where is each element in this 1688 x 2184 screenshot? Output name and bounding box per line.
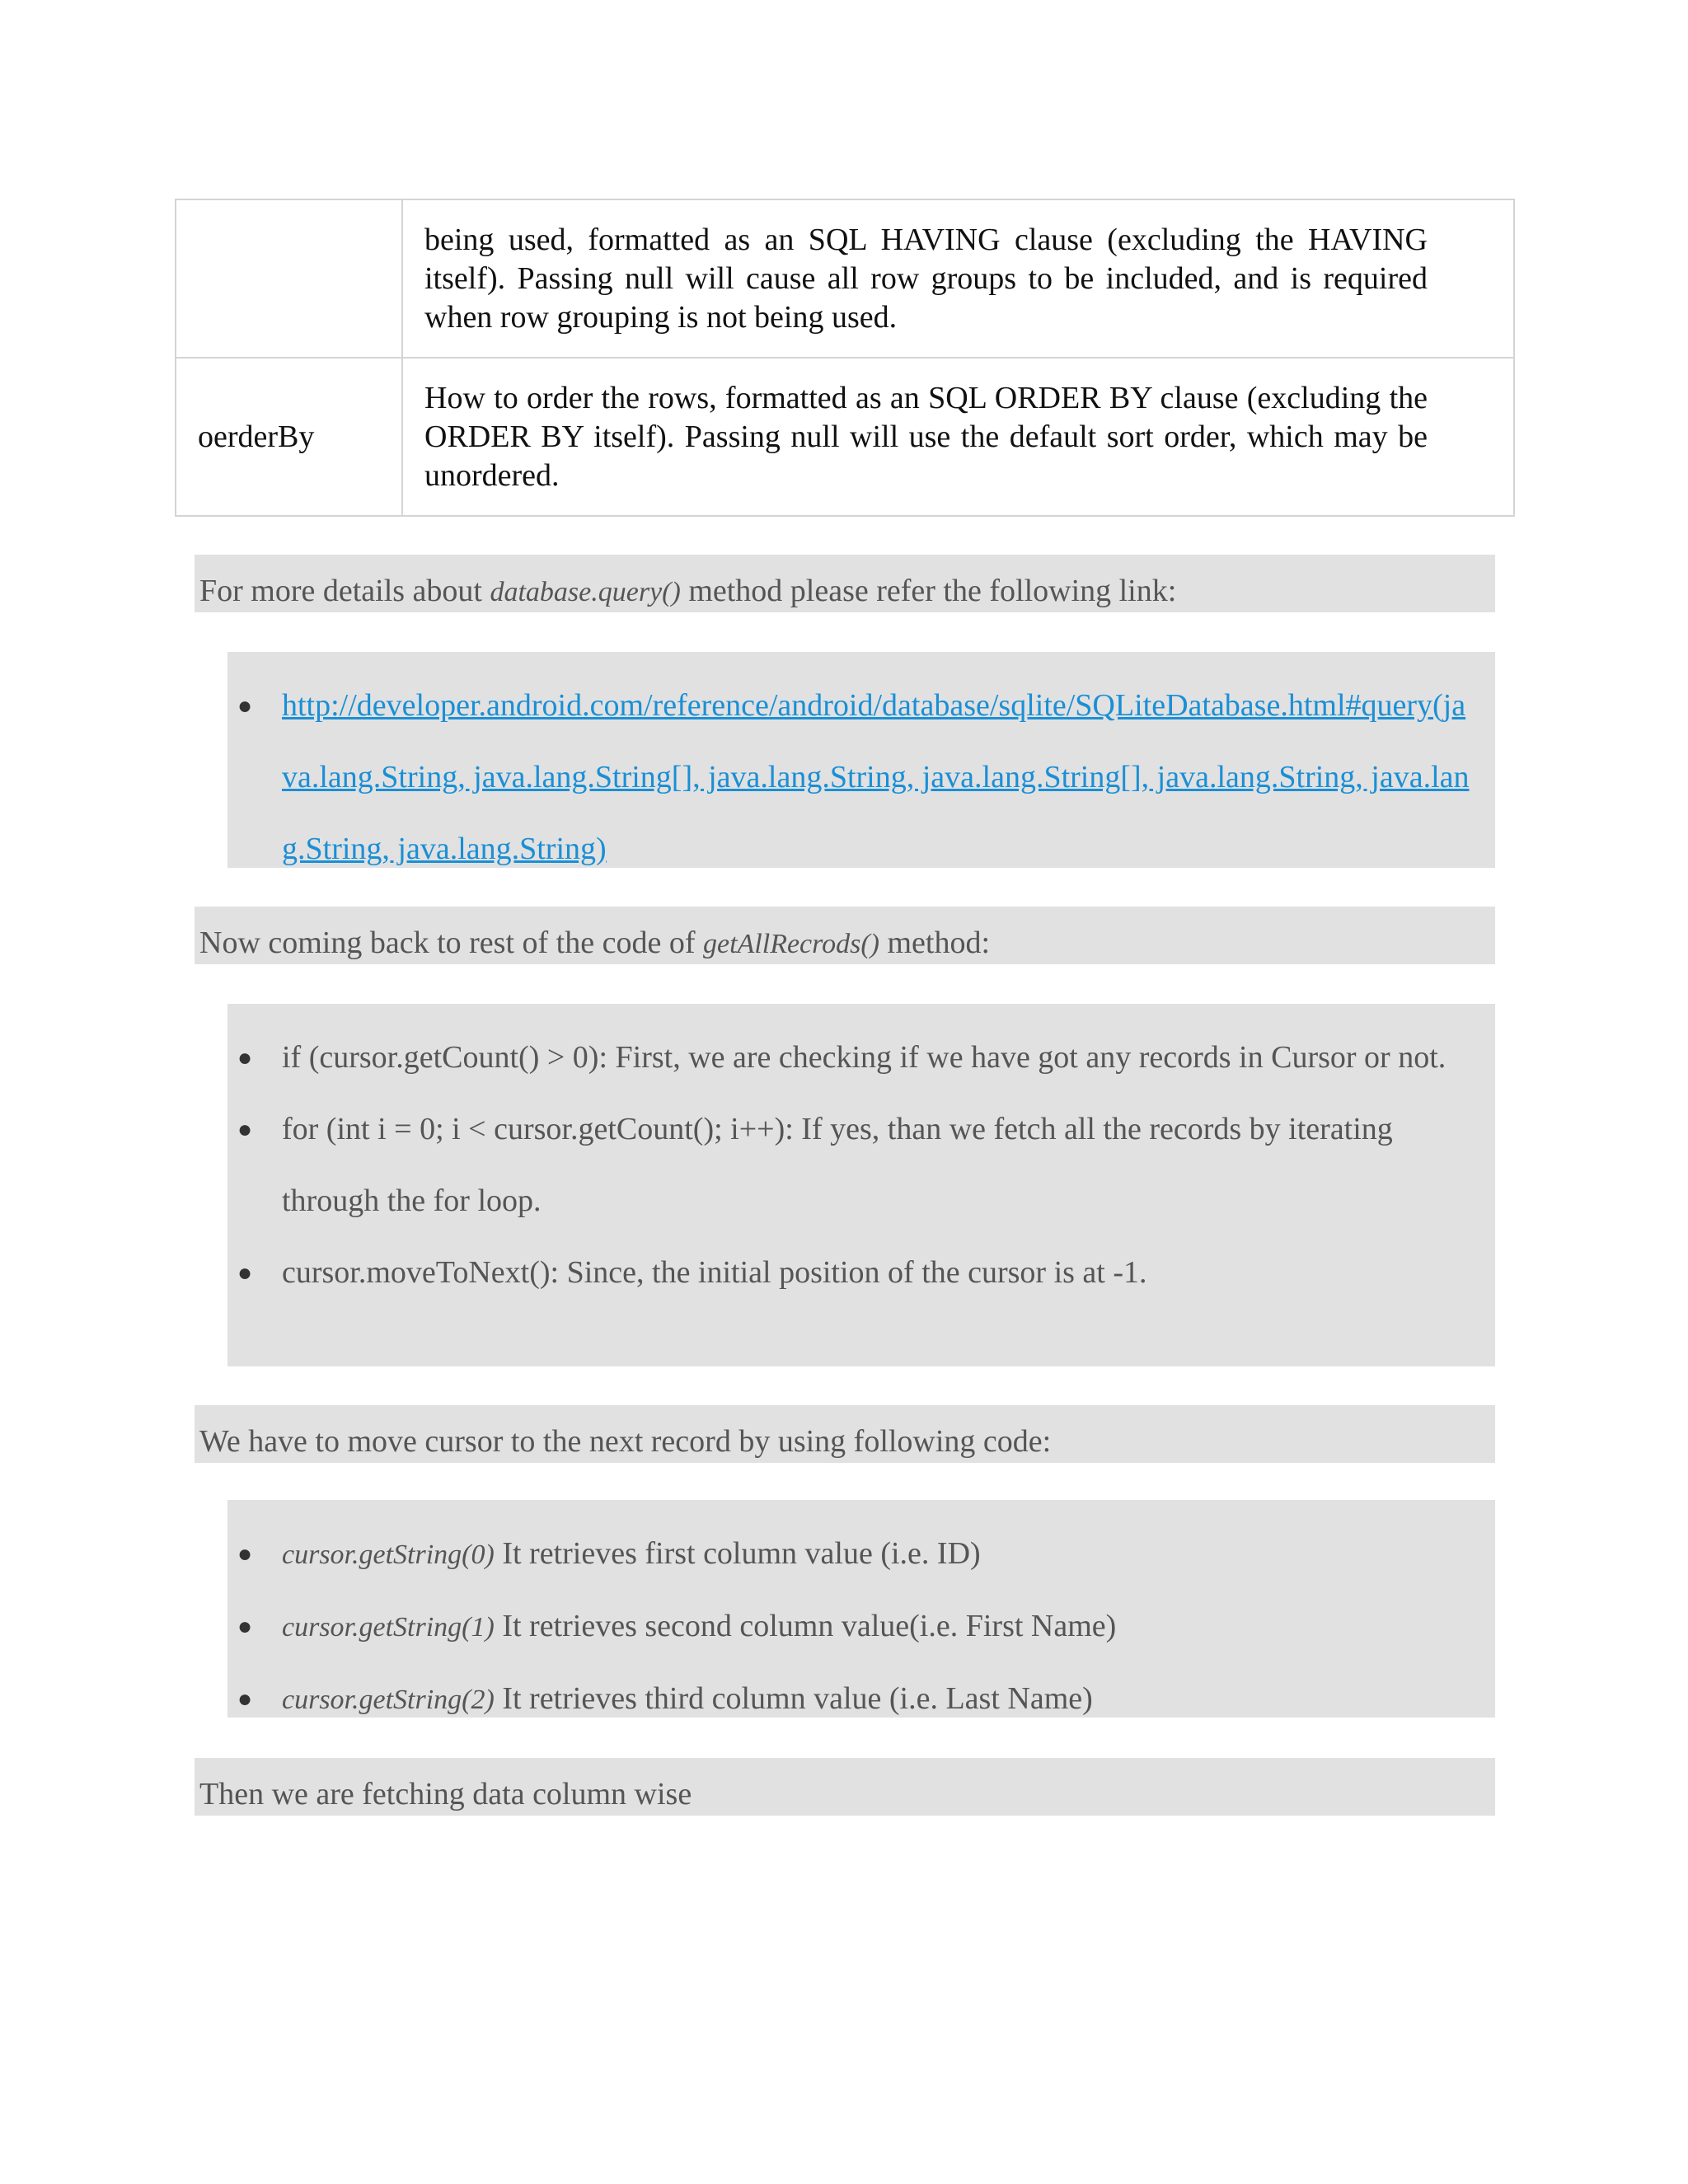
list-item-text: It retrieves second column value(i.e. First Name) <box>494 1609 1117 1643</box>
bullet-icon: ● <box>237 1685 253 1713</box>
bullet-icon: ● <box>237 1613 253 1640</box>
list-item-text: It retrieves first column value (i.e. ID) <box>494 1536 981 1571</box>
bullet-icon: ● <box>237 1044 253 1071</box>
code-intro-text: Now coming back to rest of the code of <box>199 926 703 960</box>
fetching-band <box>195 1758 1495 1816</box>
list-item-text: cursor.moveToNext(): Since, the initial position of the cursor is at -1. <box>282 1255 1147 1290</box>
link-list-box <box>227 652 1495 868</box>
param-name-cell <box>176 199 402 358</box>
move-cursor-band <box>195 1405 1495 1463</box>
param-description-cell: How to order the rows, formatted as an SQL ORDER BY clause (excluding the ORDER BY itself). Passing null will use the default sort order, which may be unordered. <box>402 358 1514 516</box>
details-intro-text-end: method please refer the following link: <box>680 574 1177 608</box>
list-item <box>227 1518 1479 1591</box>
list-item <box>227 1094 1479 1237</box>
list-item-text: if (cursor.getCount() > 0): First, we are checking if we have got any records in Cursor or not. <box>282 1040 1447 1075</box>
bullet-icon: ● <box>237 1116 253 1143</box>
code-snippet: cursor.getString(2) <box>282 1685 495 1715</box>
code-intro-text-end: method: <box>879 926 991 960</box>
list-item <box>227 1022 1479 1094</box>
list-item <box>227 1591 1479 1663</box>
list-item-text: for (int i = 0; i < cursor.getCount(); i++): If yes, than we fetch all the records by iterating through the for loop. <box>282 1112 1393 1218</box>
param-description-cell: being used, formatted as an SQL HAVING clause (excluding the HAVING itself). Passing null will cause all row groups to be included, and is required when row grouping is not being used. <box>402 199 1514 358</box>
list-item <box>227 1237 1479 1309</box>
bullet-icon: ● <box>237 1259 253 1286</box>
list-item-text: It retrieves third column value (i.e. Last Name) <box>494 1681 1093 1716</box>
getstring-list <box>227 1518 1479 1718</box>
details-intro-band <box>195 555 1495 612</box>
list-item <box>227 670 1479 868</box>
code-intro-band <box>195 907 1495 964</box>
code-snippet: cursor.getString(1) <box>282 1612 495 1643</box>
cursor-steps-list <box>227 1022 1479 1309</box>
table-row <box>176 199 1514 358</box>
move-cursor-text: We have to move cursor to the next record by using following code: <box>199 1424 1052 1459</box>
method-name: getAllRecrods() <box>703 929 879 959</box>
cursor-steps-box <box>227 1004 1495 1366</box>
fetching-text: Then we are fetching data column wise <box>199 1777 692 1811</box>
details-intro-text: For more details about <box>199 574 490 608</box>
getstring-list-box <box>227 1500 1495 1718</box>
parameter-table <box>175 199 1515 517</box>
link-list <box>227 670 1479 868</box>
code-snippet: cursor.getString(0) <box>282 1540 495 1570</box>
param-name-cell: oerderBy <box>176 358 402 516</box>
bullet-icon: ● <box>237 692 253 719</box>
list-item <box>227 1663 1479 1718</box>
method-name: database.query() <box>490 577 681 607</box>
bullet-icon: ● <box>237 1540 253 1568</box>
sqlite-docs-link[interactable]: http://developer.android.com/reference/android/database/sqlite/SQLiteDatabase.html#query(java.lang.String, java.lang.String[], java.lang.String, java.lang.String[], java.lang.String, java.lang.String, java.lang.String) <box>282 688 1470 866</box>
table-row <box>176 358 1514 516</box>
